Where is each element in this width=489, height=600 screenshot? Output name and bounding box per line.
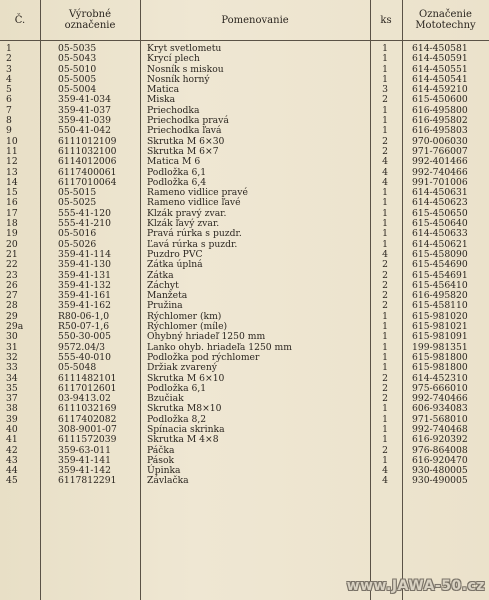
part-quantity: 4: [382, 475, 388, 487]
table-row: [0, 260, 489, 270]
part-code: 6117012601: [58, 382, 117, 394]
part-reference: 616-495820: [412, 290, 468, 302]
part-code: 6114012006: [58, 156, 117, 168]
part-quantity: 1: [382, 43, 388, 54]
part-number: 32: [6, 351, 18, 363]
part-quantity: 2: [382, 259, 388, 271]
part-reference: 992-740466: [412, 166, 468, 178]
part-quantity: 2: [382, 382, 388, 394]
parts-table-body: [0, 44, 489, 487]
part-reference: 992-401466: [412, 156, 468, 168]
part-reference: 970-006030: [412, 135, 468, 147]
part-name: Zátka úplná: [147, 259, 203, 271]
header-code: [40, 0, 140, 40]
part-number: 2: [6, 53, 12, 65]
part-reference: 615-981021: [412, 321, 468, 333]
part-reference: 614-452310: [412, 372, 468, 384]
part-quantity: 1: [382, 413, 388, 425]
part-name: Lanko ohyb. hriadeľa 1250 mm: [147, 341, 292, 353]
part-code: 555-41-120: [58, 207, 111, 219]
part-name: Skrutka M 4×8: [147, 434, 219, 446]
part-number: 29: [6, 310, 18, 322]
header-qty-label: ks: [380, 14, 392, 26]
part-name: Pások: [147, 454, 175, 466]
part-reference: 615-458090: [412, 248, 468, 260]
part-quantity: 2: [382, 444, 388, 456]
part-name: Rýchlomer (km): [147, 310, 222, 322]
part-reference: 991-701006: [412, 176, 468, 188]
part-code: 359-41-034: [58, 94, 111, 106]
part-quantity: 2: [382, 393, 388, 405]
part-reference: 615-458110: [412, 300, 468, 312]
part-reference: 615-450650: [412, 207, 468, 219]
part-number: 40: [6, 423, 18, 435]
part-code: 9572.04/3: [58, 341, 105, 353]
part-number: 21: [6, 248, 18, 260]
part-reference: 606-934083: [412, 403, 468, 415]
part-code: 05-5004: [58, 84, 97, 96]
part-code: 359-41-037: [58, 104, 111, 116]
part-name: Úpinka: [147, 465, 181, 477]
part-name: Manžeta: [147, 290, 188, 302]
part-number: 20: [6, 238, 18, 250]
part-number: 39: [6, 413, 18, 425]
watermark: www.JAWA-50.cz: [346, 578, 485, 594]
part-quantity: 4: [382, 248, 388, 260]
part-name: Závlačka: [147, 475, 189, 487]
header-name: [140, 0, 370, 40]
part-reference: 616-495803: [412, 125, 468, 137]
part-name: Ohybný hriadeľ 1250 mm: [147, 331, 266, 343]
part-code: 359-41-162: [58, 300, 111, 312]
part-name: Pružina: [147, 300, 183, 312]
part-number: 34: [6, 372, 18, 384]
part-code: 359-41-161: [58, 290, 111, 302]
part-quantity: 2: [382, 290, 388, 302]
header-ref-label: Označenie Mototechny: [415, 9, 476, 31]
part-number: 18: [6, 218, 18, 230]
part-name: Podložka pod rýchlomer: [147, 351, 260, 363]
part-name: Rameno vidlice pravé: [147, 187, 248, 199]
part-number: 29a: [6, 321, 24, 333]
part-name: Rameno vidlice ľavé: [147, 197, 241, 209]
part-code: 6111482101: [58, 372, 117, 384]
part-code: 550-30-005: [58, 331, 111, 343]
part-reference: 975-666010: [412, 382, 468, 394]
part-name: Skrutka M 6×7: [147, 145, 219, 157]
part-number: 1: [6, 43, 12, 54]
part-number: 33: [6, 362, 18, 374]
part-name: Nosník s miskou: [147, 63, 224, 75]
part-name: Spínacia skrinka: [147, 423, 225, 435]
part-number: 44: [6, 465, 18, 477]
header-qty: [370, 0, 402, 40]
part-quantity: 1: [382, 310, 388, 322]
part-name: Skrutka M 6×30: [147, 135, 225, 147]
part-quantity: 1: [382, 434, 388, 446]
part-name: Držiak zvarený: [147, 362, 217, 374]
part-reference: 615-981091: [412, 331, 468, 343]
part-code: 359-63-011: [58, 444, 111, 456]
part-code: 05-5010: [58, 63, 97, 75]
part-reference: 614-450623: [412, 197, 468, 209]
part-number: 41: [6, 434, 18, 446]
part-reference: 615-981800: [412, 351, 468, 363]
part-code: 05-5035: [58, 43, 97, 54]
part-reference: 992-740466: [412, 393, 468, 405]
part-code: 6117400061: [58, 166, 117, 178]
part-code: 359-41-039: [58, 115, 111, 127]
part-reference: 614-450541: [412, 73, 468, 85]
part-reference: 614-450631: [412, 187, 468, 199]
header-number: [0, 0, 40, 40]
part-code: 359-41-132: [58, 279, 111, 291]
part-number: 9: [6, 125, 12, 137]
part-number: 28: [6, 300, 18, 312]
part-name: Matica M 6: [147, 156, 201, 168]
part-quantity: 1: [382, 454, 388, 466]
header-name-label: Pomenovanie: [221, 14, 289, 26]
part-code: 03-9413.02: [58, 393, 111, 405]
part-number: 4: [6, 73, 12, 85]
part-number: 37: [6, 393, 18, 405]
part-number: 12: [6, 156, 18, 168]
part-name: Podložka 6,1: [147, 382, 207, 394]
header-code-label: Výrobné označenie: [64, 9, 116, 31]
part-code: 6111012109: [58, 135, 117, 147]
part-quantity: 1: [382, 73, 388, 85]
part-number: 19: [6, 228, 18, 240]
part-reference: 616-495800: [412, 104, 468, 116]
part-name: Skrutka M8×10: [147, 403, 222, 415]
part-code: 05-5015: [58, 187, 97, 199]
part-quantity: 1: [382, 351, 388, 363]
part-code: R50-07-1,6: [58, 321, 110, 333]
part-quantity: 1: [382, 228, 388, 240]
part-code: 6111032169: [58, 403, 117, 415]
part-number: 38: [6, 403, 18, 415]
part-name: Priechodka pravá: [147, 115, 229, 127]
part-quantity: 2: [382, 145, 388, 157]
part-reference: 971-766007: [412, 145, 468, 157]
part-number: 35: [6, 382, 18, 394]
part-quantity: 4: [382, 465, 388, 477]
part-number: 43: [6, 454, 18, 466]
part-name: Matica: [147, 84, 180, 96]
part-code: 6111572039: [58, 434, 117, 446]
part-number: 22: [6, 259, 18, 271]
part-quantity: 2: [382, 269, 388, 281]
part-quantity: 2: [382, 94, 388, 106]
part-name: Podložka 6,4: [147, 176, 207, 188]
part-quantity: 4: [382, 176, 388, 188]
part-reference: 930-480005: [412, 465, 468, 477]
part-name: Kryt svetlometu: [147, 43, 222, 54]
part-number: 6: [6, 94, 12, 106]
part-reference: 614-459210: [412, 84, 468, 96]
part-code: 05-5025: [58, 197, 97, 209]
part-name: Ľavá rúrka s puzdr.: [147, 238, 238, 250]
part-quantity: 1: [382, 115, 388, 127]
part-reference: 614-450633: [412, 228, 468, 240]
part-number: 17: [6, 207, 18, 219]
header-number-label: Č.: [14, 14, 26, 26]
part-name: Podložka 6,1: [147, 166, 207, 178]
part-number: 8: [6, 115, 12, 127]
part-code: 05-5026: [58, 238, 97, 250]
part-quantity: 1: [382, 197, 388, 209]
part-name: Páčka: [147, 444, 175, 456]
part-reference: 616-495802: [412, 115, 468, 127]
part-reference: 615-981800: [412, 362, 468, 374]
part-code: 6117010064: [58, 176, 117, 188]
part-reference: 992-740468: [412, 423, 468, 435]
part-number: 10: [6, 135, 18, 147]
part-name: Rýchlomer (míle): [147, 321, 228, 333]
part-number: 3: [6, 63, 12, 75]
part-quantity: 2: [382, 372, 388, 384]
part-quantity: 1: [382, 207, 388, 219]
part-quantity: 4: [382, 156, 388, 168]
part-reference: 615-450640: [412, 218, 468, 230]
part-reference: 971-568010: [412, 413, 468, 425]
header-ref: [402, 0, 489, 40]
part-quantity: 1: [382, 341, 388, 353]
part-reference: 615-454690: [412, 259, 468, 271]
part-name: Podložka 8,2: [147, 413, 207, 425]
part-name: Bzučiak: [147, 393, 184, 405]
part-quantity: 1: [382, 331, 388, 343]
header-divider: [0, 40, 489, 41]
part-reference: 976-864008: [412, 444, 468, 456]
part-quantity: 1: [382, 187, 388, 199]
part-name: Klzák pravý zvar.: [147, 207, 227, 219]
part-number: 7: [6, 104, 12, 116]
part-reference: 930-490005: [412, 475, 468, 487]
part-name: Klzák ľavý zvar.: [147, 218, 220, 230]
part-code: 6111032100: [58, 145, 117, 157]
part-code: 05-5005: [58, 73, 97, 85]
part-name: Záchyt: [147, 279, 179, 291]
part-number: 15: [6, 187, 18, 199]
part-code: 05-5016: [58, 228, 97, 240]
part-name: Krycí plech: [147, 53, 200, 65]
part-reference: 614-450591: [412, 53, 468, 65]
part-number: 45: [6, 475, 18, 487]
part-reference: 615-450600: [412, 94, 468, 106]
part-quantity: 4: [382, 166, 388, 178]
part-name: Priechodka: [147, 104, 200, 116]
part-name: Skrutka M 6×10: [147, 372, 225, 384]
part-reference: 616-920470: [412, 454, 468, 466]
part-quantity: 2: [382, 135, 388, 147]
part-name: Puzdro PVC: [147, 248, 203, 260]
part-number: 11: [6, 145, 18, 157]
part-quantity: 1: [382, 63, 388, 75]
part-name: Miska: [147, 94, 176, 106]
part-code: 308-9001-07: [58, 423, 117, 435]
part-number: 26: [6, 279, 18, 291]
part-quantity: 1: [382, 53, 388, 65]
part-quantity: 1: [382, 423, 388, 435]
part-code: 550-41-042: [58, 125, 111, 137]
part-reference: 615-981020: [412, 310, 468, 322]
part-quantity: 1: [382, 403, 388, 415]
part-code: 359-41-114: [58, 248, 111, 260]
part-code: 359-41-130: [58, 259, 111, 271]
part-code: 555-41-210: [58, 218, 111, 230]
part-number: 30: [6, 331, 18, 343]
part-reference: 615-456410: [412, 279, 468, 291]
part-code: 6117812291: [58, 475, 117, 487]
part-code: 6117402082: [58, 413, 117, 425]
part-quantity: 1: [382, 321, 388, 333]
part-quantity: 1: [382, 218, 388, 230]
part-reference: 614-450551: [412, 63, 468, 75]
part-reference: 615-454691: [412, 269, 468, 281]
part-reference: 199-981351: [412, 341, 468, 353]
part-quantity: 1: [382, 238, 388, 250]
part-reference: 614-450621: [412, 238, 468, 250]
part-reference: 614-450581: [412, 43, 468, 54]
part-quantity: 2: [382, 279, 388, 291]
table-row: [0, 476, 489, 486]
part-number: 23: [6, 269, 18, 281]
part-code: R80-06-1,0: [58, 310, 110, 322]
part-name: Nosník horný: [147, 73, 210, 85]
part-number: 14: [6, 176, 18, 188]
part-number: 5: [6, 84, 12, 96]
part-quantity: 1: [382, 125, 388, 137]
part-name: Zátka: [147, 269, 174, 281]
part-code: 359-41-131: [58, 269, 111, 281]
part-number: 16: [6, 197, 18, 209]
part-name: Pravá rúrka s puzdr.: [147, 228, 242, 240]
table-row: [0, 363, 489, 373]
part-code: 05-5043: [58, 53, 97, 65]
part-quantity: 1: [382, 104, 388, 116]
part-code: 05-5048: [58, 362, 97, 374]
part-code: 555-40-010: [58, 351, 111, 363]
part-name: Priechodka ľavá: [147, 125, 222, 137]
part-number: 31: [6, 341, 18, 353]
part-number: 27: [6, 290, 18, 302]
part-quantity: 1: [382, 362, 388, 374]
part-number: 13: [6, 166, 18, 178]
part-code: 359-41-142: [58, 465, 111, 477]
part-quantity: 3: [382, 84, 388, 96]
part-code: 359-41-141: [58, 454, 111, 466]
part-quantity: 2: [382, 300, 388, 312]
part-reference: 616-920392: [412, 434, 468, 446]
part-number: 42: [6, 444, 18, 456]
